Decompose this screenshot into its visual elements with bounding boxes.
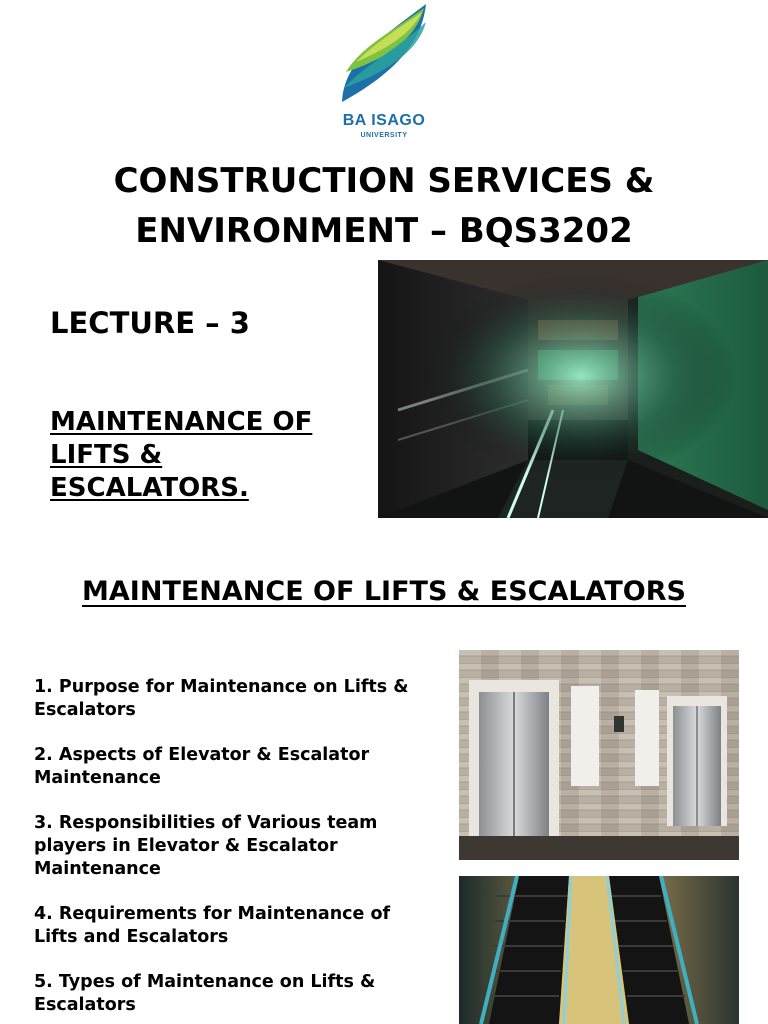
escalator-photo (459, 876, 739, 1024)
logo-name: BA ISAGO (342, 112, 426, 129)
agenda-item: 5. Types of Maintenance on Lifts & Escalators (34, 972, 376, 1015)
logo-leaf-icon (336, 2, 432, 110)
topic-line-3: ESCALATORS. (50, 473, 249, 503)
topic-line-2: LIFTS & (50, 440, 163, 470)
logo-subtitle: UNIVERSITY (360, 132, 408, 139)
section-heading-text: MAINTENANCE OF LIFTS & ESCALATORS (82, 576, 686, 607)
agenda-item: 1. Purpose for Maintenance on Lifts & Escalators (34, 677, 409, 720)
lecture-label: LECTURE – 3 (50, 306, 250, 340)
course-title-line-2: ENVIRONMENT – BQS3202 (135, 211, 633, 251)
elevator-lobby-photo (459, 650, 739, 860)
course-title (0, 156, 768, 256)
university-logo (336, 2, 432, 142)
section-heading (0, 576, 768, 607)
agenda-item: 2. Aspects of Elevator & Escalator Maintenance (34, 745, 370, 788)
lecture-topic (50, 406, 370, 505)
agenda-item: 3. Responsibilities of Various team players in Elevator & Escalator Maintenance (34, 813, 378, 879)
lift-shaft-photo (378, 260, 768, 518)
course-title-line-1: CONSTRUCTION SERVICES & (113, 161, 655, 201)
agenda-item: 4. Requirements for Maintenance of Lifts and Escalators (34, 904, 391, 947)
agenda-list (34, 676, 429, 1024)
topic-line-1: MAINTENANCE OF (50, 407, 313, 437)
